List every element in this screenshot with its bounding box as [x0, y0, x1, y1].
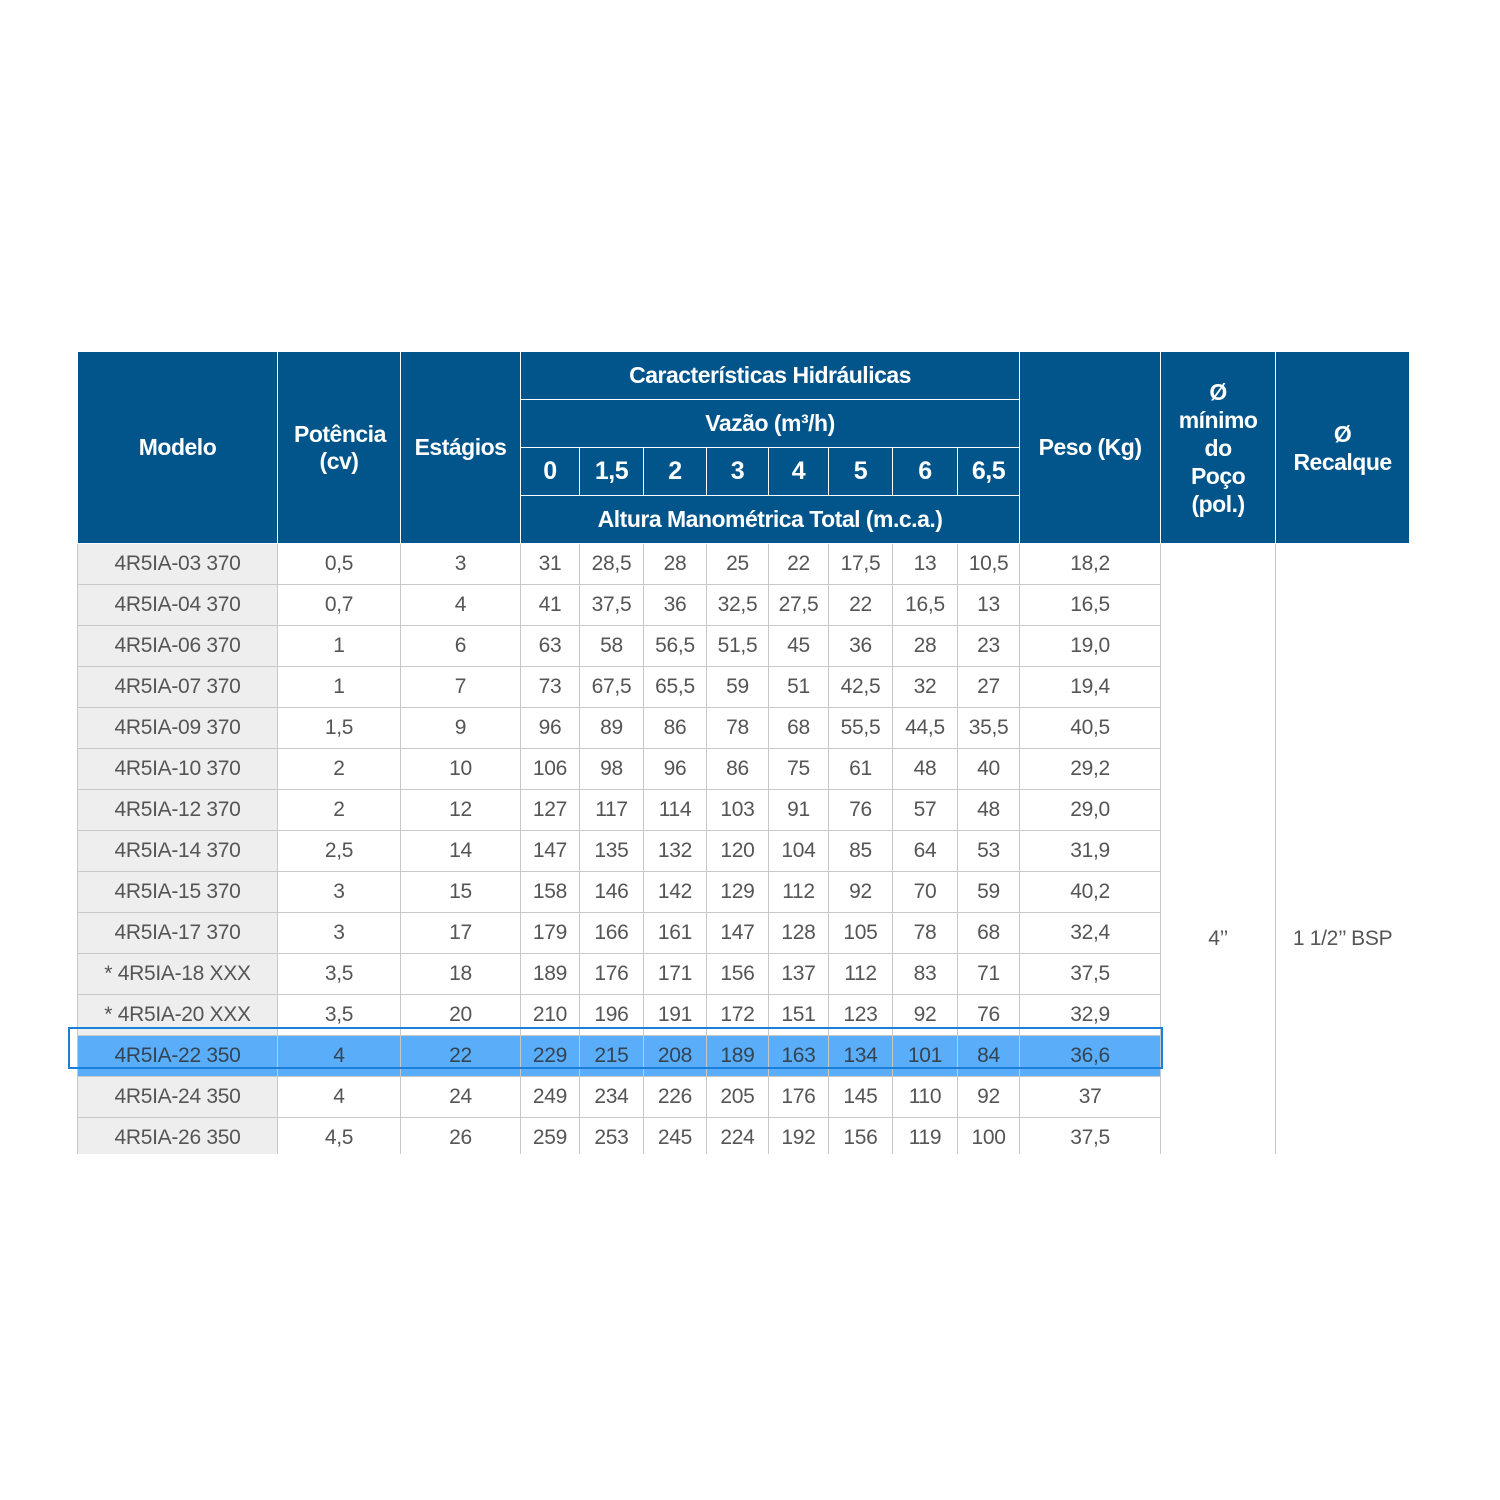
cell-altura: 83: [893, 954, 958, 995]
cell-peso: 29,0: [1020, 790, 1161, 831]
cell-altura: 249: [521, 1077, 580, 1118]
cell-altura: 45: [769, 626, 829, 667]
header-potencia: [278, 352, 401, 544]
cell-altura: 59: [707, 667, 769, 708]
cell-altura: 48: [958, 790, 1020, 831]
cell-potencia: 2,5: [278, 831, 401, 872]
cell-altura: 112: [769, 872, 829, 913]
cell-peso: 37,5: [1020, 954, 1161, 995]
header-flow-0: 0: [521, 448, 580, 496]
cell-estagios: 7: [401, 667, 521, 708]
cell-estagios: 4: [401, 585, 521, 626]
cell-altura: 142: [644, 872, 707, 913]
cell-altura: 176: [580, 954, 644, 995]
cell-altura: 68: [769, 708, 829, 749]
cell-modelo: * 4R5IA-20 XXX: [78, 995, 278, 1036]
cell-estagios: 24: [401, 1077, 521, 1118]
cell-potencia: 3: [278, 872, 401, 913]
cell-altura: 86: [707, 749, 769, 790]
cell-altura: 36: [829, 626, 893, 667]
header-recalque-label: Ø Recalque: [1293, 420, 1392, 475]
cell-altura: 119: [893, 1118, 958, 1155]
header-flow-6: 6: [893, 448, 958, 496]
cell-altura: 110: [893, 1077, 958, 1118]
cell-altura: 89: [580, 708, 644, 749]
cell-peso: 16,5: [1020, 585, 1161, 626]
cell-altura: 128: [769, 913, 829, 954]
cell-altura: 215: [580, 1036, 644, 1077]
cell-peso: 37: [1020, 1077, 1161, 1118]
cell-potencia: 4: [278, 1077, 401, 1118]
cell-altura: 98: [580, 749, 644, 790]
cell-peso: 18,2: [1020, 544, 1161, 585]
cell-peso: 19,0: [1020, 626, 1161, 667]
cell-peso: 32,4: [1020, 913, 1161, 954]
cell-altura: 192: [769, 1118, 829, 1155]
cell-modelo: 4R5IA-07 370: [78, 667, 278, 708]
cell-altura: 28: [644, 544, 707, 585]
cell-altura: 35,5: [958, 708, 1020, 749]
cell-altura: 134: [829, 1036, 893, 1077]
cell-altura: 189: [707, 1036, 769, 1077]
cell-estagios: 6: [401, 626, 521, 667]
cell-modelo: 4R5IA-14 370: [78, 831, 278, 872]
cell-altura: 166: [580, 913, 644, 954]
cell-peso: 31,9: [1020, 831, 1161, 872]
cell-estagios: 14: [401, 831, 521, 872]
cell-peso: 29,2: [1020, 749, 1161, 790]
cell-estagios: 12: [401, 790, 521, 831]
cell-altura: 151: [769, 995, 829, 1036]
cell-modelo: 4R5IA-04 370: [78, 585, 278, 626]
header-vazao: Vazão (m³/h): [521, 400, 1020, 448]
cell-altura: 210: [521, 995, 580, 1036]
cell-altura: 226: [644, 1077, 707, 1118]
cell-altura: 103: [707, 790, 769, 831]
cell-altura: 28,5: [580, 544, 644, 585]
cell-recalque-merged: 1 1/2’’ BSP: [1276, 544, 1409, 1155]
header-potencia-label: Potência (cv): [294, 420, 386, 474]
cell-altura: 76: [829, 790, 893, 831]
cell-altura: 37,5: [580, 585, 644, 626]
cell-altura: 132: [644, 831, 707, 872]
cell-estagios: 17: [401, 913, 521, 954]
cell-altura: 51,5: [707, 626, 769, 667]
cell-altura: 71: [958, 954, 1020, 995]
cell-altura: 40: [958, 749, 1020, 790]
cell-altura: 137: [769, 954, 829, 995]
cell-altura: 92: [829, 872, 893, 913]
cell-altura: 229: [521, 1036, 580, 1077]
cell-potencia: 1: [278, 667, 401, 708]
cell-modelo: 4R5IA-10 370: [78, 749, 278, 790]
cell-modelo: 4R5IA-24 350: [78, 1077, 278, 1118]
cell-altura: 259: [521, 1118, 580, 1155]
cell-modelo: 4R5IA-17 370: [78, 913, 278, 954]
cell-altura: 189: [521, 954, 580, 995]
cell-altura: 67,5: [580, 667, 644, 708]
cell-altura: 27: [958, 667, 1020, 708]
cell-altura: 96: [644, 749, 707, 790]
cell-altura: 171: [644, 954, 707, 995]
cell-altura: 253: [580, 1118, 644, 1155]
cell-altura: 196: [580, 995, 644, 1036]
cell-altura: 78: [893, 913, 958, 954]
cell-altura: 120: [707, 831, 769, 872]
cell-altura: 123: [829, 995, 893, 1036]
cell-potencia: 1,5: [278, 708, 401, 749]
cell-altura: 32,5: [707, 585, 769, 626]
cell-altura: 92: [958, 1077, 1020, 1118]
cell-altura: 13: [893, 544, 958, 585]
cell-altura: 59: [958, 872, 1020, 913]
cell-altura: 245: [644, 1118, 707, 1155]
cell-altura: 156: [829, 1118, 893, 1155]
cell-altura: 147: [707, 913, 769, 954]
cell-modelo: 4R5IA-03 370: [78, 544, 278, 585]
cell-modelo: 4R5IA-09 370: [78, 708, 278, 749]
header-poco: [1161, 352, 1276, 544]
pump-spec-table: [77, 351, 1409, 1154]
cell-altura: 224: [707, 1118, 769, 1155]
cell-altura: 85: [829, 831, 893, 872]
cell-potencia: 1: [278, 626, 401, 667]
cell-altura: 28: [893, 626, 958, 667]
cell-altura: 163: [769, 1036, 829, 1077]
cell-potencia: 3,5: [278, 995, 401, 1036]
cell-altura: 91: [769, 790, 829, 831]
cell-peso: 19,4: [1020, 667, 1161, 708]
cell-altura: 205: [707, 1077, 769, 1118]
cell-altura: 78: [707, 708, 769, 749]
cell-altura: 156: [707, 954, 769, 995]
cell-modelo: 4R5IA-15 370: [78, 872, 278, 913]
cell-altura: 64: [893, 831, 958, 872]
cell-potencia: 4,5: [278, 1118, 401, 1155]
cell-potencia: 4: [278, 1036, 401, 1077]
cell-potencia: 3,5: [278, 954, 401, 995]
cell-altura: 56,5: [644, 626, 707, 667]
cell-peso: 40,2: [1020, 872, 1161, 913]
header-altura: Altura Manométrica Total (m.c.a.): [521, 496, 1020, 544]
cell-altura: 234: [580, 1077, 644, 1118]
cell-altura: 65,5: [644, 667, 707, 708]
cell-altura: 208: [644, 1036, 707, 1077]
cell-altura: 25: [707, 544, 769, 585]
header-flow-1: 1,5: [580, 448, 644, 496]
cell-altura: 127: [521, 790, 580, 831]
header-poco-label: Ø mínimo do Poço (pol.): [1178, 378, 1258, 517]
cell-altura: 17,5: [829, 544, 893, 585]
cell-altura: 117: [580, 790, 644, 831]
header-caracteristicas: Características Hidráulicas: [521, 352, 1020, 400]
cell-estagios: 22: [401, 1036, 521, 1077]
cell-altura: 58: [580, 626, 644, 667]
cell-altura: 75: [769, 749, 829, 790]
cell-altura: 147: [521, 831, 580, 872]
cell-altura: 172: [707, 995, 769, 1036]
cell-altura: 179: [521, 913, 580, 954]
header-flow-2: 2: [644, 448, 707, 496]
cell-estagios: 3: [401, 544, 521, 585]
table-header: [78, 352, 1410, 544]
cell-altura: 114: [644, 790, 707, 831]
cell-poco-merged: 4’’: [1161, 544, 1276, 1155]
cell-altura: 57: [893, 790, 958, 831]
cell-altura: 105: [829, 913, 893, 954]
cell-modelo: 4R5IA-06 370: [78, 626, 278, 667]
header-flow-7: 6,5: [958, 448, 1020, 496]
cell-altura: 84: [958, 1036, 1020, 1077]
cell-altura: 176: [769, 1077, 829, 1118]
cell-potencia: 2: [278, 749, 401, 790]
cell-altura: 23: [958, 626, 1020, 667]
cell-potencia: 3: [278, 913, 401, 954]
header-estagios: Estágios: [401, 352, 521, 544]
cell-altura: 129: [707, 872, 769, 913]
cell-potencia: 0,7: [278, 585, 401, 626]
cell-altura: 76: [958, 995, 1020, 1036]
cell-altura: 100: [958, 1118, 1020, 1155]
cell-altura: 36: [644, 585, 707, 626]
header-flow-4: 4: [769, 448, 829, 496]
cell-altura: 22: [829, 585, 893, 626]
cell-altura: 96: [521, 708, 580, 749]
cell-estagios: 15: [401, 872, 521, 913]
cell-altura: 51: [769, 667, 829, 708]
table-body: [78, 544, 1410, 1155]
header-flow-3: 3: [707, 448, 769, 496]
cell-altura: 101: [893, 1036, 958, 1077]
cell-modelo: * 4R5IA-18 XXX: [78, 954, 278, 995]
pump-spec-table-wrapper: [77, 351, 1409, 1154]
cell-altura: 31: [521, 544, 580, 585]
cell-altura: 112: [829, 954, 893, 995]
cell-altura: 13: [958, 585, 1020, 626]
cell-altura: 41: [521, 585, 580, 626]
cell-altura: 55,5: [829, 708, 893, 749]
cell-peso: 37,5: [1020, 1118, 1161, 1155]
cell-peso: 32,9: [1020, 995, 1161, 1036]
cell-altura: 32: [893, 667, 958, 708]
cell-modelo: 4R5IA-12 370: [78, 790, 278, 831]
cell-altura: 70: [893, 872, 958, 913]
cell-altura: 53: [958, 831, 1020, 872]
cell-modelo: 4R5IA-22 350: [78, 1036, 278, 1077]
table-row: [78, 544, 1410, 585]
cell-altura: 10,5: [958, 544, 1020, 585]
header-peso: Peso (Kg): [1020, 352, 1161, 544]
cell-altura: 48: [893, 749, 958, 790]
cell-peso: 40,5: [1020, 708, 1161, 749]
cell-altura: 42,5: [829, 667, 893, 708]
cell-altura: 146: [580, 872, 644, 913]
header-flow-5: 5: [829, 448, 893, 496]
cell-altura: 92: [893, 995, 958, 1036]
header-recalque: [1276, 352, 1409, 544]
cell-altura: 61: [829, 749, 893, 790]
cell-estagios: 18: [401, 954, 521, 995]
cell-altura: 22: [769, 544, 829, 585]
cell-altura: 73: [521, 667, 580, 708]
cell-altura: 27,5: [769, 585, 829, 626]
cell-altura: 86: [644, 708, 707, 749]
cell-modelo: 4R5IA-26 350: [78, 1118, 278, 1155]
cell-altura: 191: [644, 995, 707, 1036]
cell-altura: 135: [580, 831, 644, 872]
cell-estagios: 10: [401, 749, 521, 790]
cell-altura: 145: [829, 1077, 893, 1118]
cell-potencia: 0,5: [278, 544, 401, 585]
cell-altura: 158: [521, 872, 580, 913]
cell-estagios: 9: [401, 708, 521, 749]
cell-altura: 44,5: [893, 708, 958, 749]
header-modelo: Modelo: [78, 352, 278, 544]
cell-altura: 106: [521, 749, 580, 790]
cell-altura: 16,5: [893, 585, 958, 626]
cell-altura: 68: [958, 913, 1020, 954]
cell-potencia: 2: [278, 790, 401, 831]
cell-altura: 63: [521, 626, 580, 667]
cell-estagios: 20: [401, 995, 521, 1036]
cell-altura: 104: [769, 831, 829, 872]
cell-peso: 36,6: [1020, 1036, 1161, 1077]
cell-estagios: 26: [401, 1118, 521, 1155]
cell-altura: 161: [644, 913, 707, 954]
